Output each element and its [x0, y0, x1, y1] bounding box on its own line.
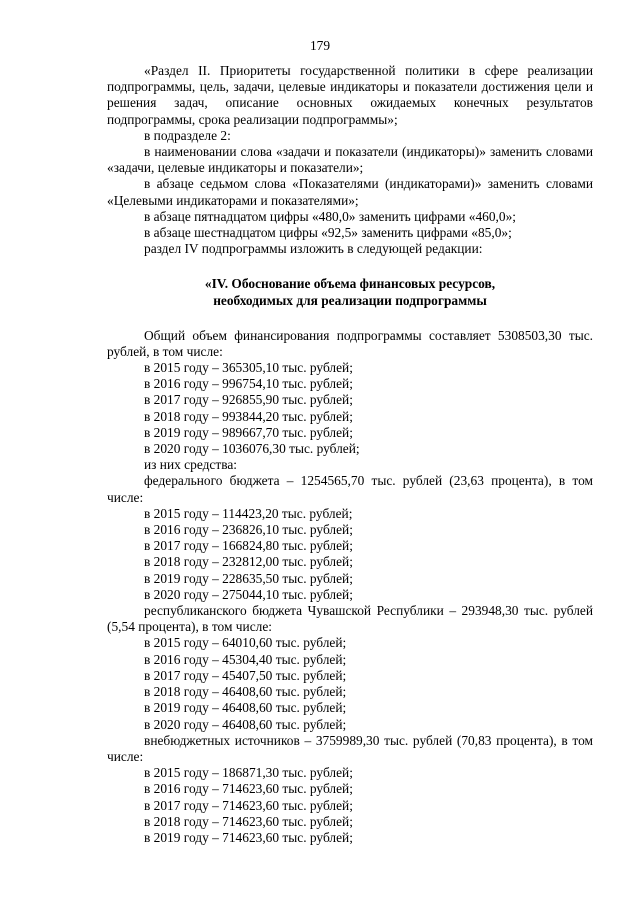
list-item: в 2018 году – 993844,20 тыс. рублей; [144, 408, 353, 424]
page-number: 179 [309, 38, 331, 53]
document-body [107, 63, 593, 846]
paragraph: Общий объем финансирования подпрограммы составляет 5308503,30 тыс. рублей, в том числе: [107, 327, 593, 359]
list-item: в 2020 году – 46408,60 тыс. рублей; [144, 716, 347, 732]
list-item: в 2017 году – 714623,60 тыс. рублей; [144, 797, 353, 813]
list-item: в 2015 году – 114423,20 тыс. рублей; [144, 505, 353, 521]
list-item: в 2018 году – 232812,00 тыс. рублей; [144, 554, 353, 570]
paragraph: федерального бюджета – 1254565,70 тыс. рублей (23,63 процента), в том числе: [107, 473, 593, 505]
list-item: в 2016 году – 236826,10 тыс. рублей; [144, 522, 353, 538]
list-item: в 2015 году – 64010,60 тыс. рублей; [144, 635, 347, 651]
list-item: в 2018 году – 46408,60 тыс. рублей; [144, 684, 347, 700]
list-item: в 2015 году – 186871,30 тыс. рублей; [144, 765, 353, 781]
list-item: в 2015 году – 365305,10 тыс. рублей; [144, 360, 353, 376]
paragraph: республиканского бюджета Чувашской Республики – 293948,30 тыс. рублей (5,54 процента), в том числе: [107, 603, 593, 635]
list-item: в 2018 году – 714623,60 тыс. рублей; [144, 813, 353, 829]
paragraph: в абзаце седьмом слова «Показателями (индикаторами)» заменить словами «Целевыми индикаторами и показателями»; [107, 176, 593, 208]
list-item: в 2016 году – 996754,10 тыс. рублей; [144, 376, 353, 392]
paragraph: в подразделе 2: [144, 127, 231, 143]
section-heading-line: «IV. Обоснование объема финансовых ресурсов, [204, 276, 496, 292]
list-item: в 2017 году – 926855,90 тыс. рублей; [144, 392, 353, 408]
list-item: в 2016 году – 45304,40 тыс. рублей; [144, 651, 347, 667]
section-heading [107, 276, 593, 309]
list-item: в 2016 году – 714623,60 тыс. рублей; [144, 781, 353, 797]
paragraph: из них средства: [144, 457, 238, 473]
paragraph: раздел IV подпрограммы изложить в следующей редакции: [144, 241, 483, 257]
paragraph: в абзаце пятнадцатом цифры «480,0» заменить цифрами «460,0»; [144, 208, 516, 224]
list-item: в 2017 году – 45407,50 тыс. рублей; [144, 667, 347, 683]
list-item: в 2019 году – 989667,70 тыс. рублей; [144, 424, 353, 440]
list-item: в 2020 году – 1036076,30 тыс. рублей; [144, 441, 360, 457]
list-item: в 2019 году – 714623,60 тыс. рублей; [144, 829, 353, 845]
paragraph: в абзаце шестнадцатом цифры «92,5» заменить цифрами «85,0»; [144, 225, 512, 241]
paragraph: в наименовании слова «задачи и показатели (индикаторы)» заменить словами «задачи, целевые индикаторы и показатели»; [107, 144, 593, 176]
section-heading-line: необходимых для реализации подпрограммы [213, 293, 487, 309]
list-item: в 2020 году – 275044,10 тыс. рублей; [144, 586, 353, 602]
paragraph: «Раздел II. Приоритеты государственной политики в сфере реализации подпрограммы, цель, задачи, целевые индикаторы и показатели достижения цели и решения задач, описание основных ожидаемых конечных результатов подпрограммы, срока реализации подпрограммы»; [107, 63, 593, 127]
list-item: в 2019 году – 228635,50 тыс. рублей; [144, 570, 353, 586]
paragraph: внебюджетных источников – 3759989,30 тыс. рублей (70,83 процента), в том числе: [107, 732, 593, 764]
list-item: в 2017 году – 166824,80 тыс. рублей; [144, 538, 353, 554]
list-item: в 2019 году – 46408,60 тыс. рублей; [144, 700, 347, 716]
